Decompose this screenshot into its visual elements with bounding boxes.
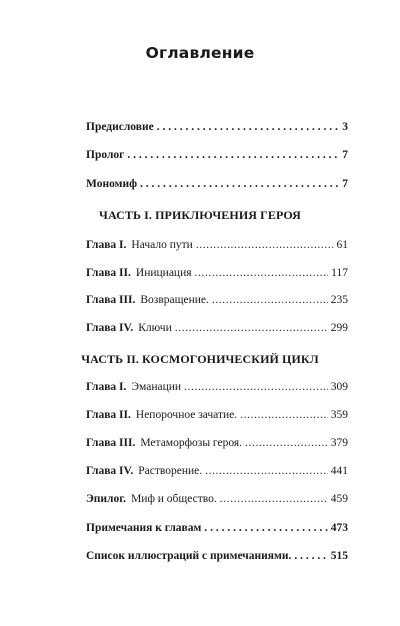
part-heading: ЧАСТЬ I. ПРИКЛЮЧЕНИЯ ГЕРОЯ xyxy=(99,208,301,222)
page-title: Оглавление xyxy=(145,44,255,62)
toc-entry-title: Список иллюстраций с примечаниями. xyxy=(86,550,292,562)
toc-chapter-entry[interactable] xyxy=(86,266,348,280)
dot-leader xyxy=(140,177,339,191)
toc-page-number: 7 xyxy=(342,149,348,161)
toc-chapter-entry[interactable] xyxy=(86,436,348,450)
toc-page-number: 441 xyxy=(330,465,348,477)
dot-leader xyxy=(157,120,340,134)
toc-entry-prologue[interactable] xyxy=(86,148,348,162)
dot-leader xyxy=(196,238,334,252)
toc-chapter-entry[interactable] xyxy=(86,464,348,478)
toc-page-number: 359 xyxy=(330,409,348,421)
chapter-label: Глава IV. xyxy=(86,322,134,334)
dot-leader xyxy=(205,464,328,478)
chapter-title: Ключи xyxy=(138,322,172,334)
dot-leader xyxy=(294,549,327,563)
toc-entry-title: Предисловие xyxy=(86,121,154,133)
chapter-title: Миф и общество. xyxy=(131,493,217,505)
chapter-label: Глава II. xyxy=(86,409,131,421)
dot-leader xyxy=(184,380,328,394)
toc-page-number: 7 xyxy=(342,178,348,190)
toc-entry-preface[interactable] xyxy=(86,120,348,134)
dot-leader xyxy=(175,321,328,335)
chapter-label: Глава III. xyxy=(86,437,136,449)
dot-leader xyxy=(204,521,327,535)
toc-page-number: 515 xyxy=(330,550,348,562)
chapter-label: Глава I. xyxy=(86,239,127,251)
toc-page-number: 235 xyxy=(330,294,348,306)
dot-leader xyxy=(127,148,339,162)
toc-epilogue-entry[interactable] xyxy=(86,492,348,506)
toc-entry-illustrations[interactable] xyxy=(86,549,348,563)
dot-leader xyxy=(245,436,328,450)
toc-page-number: 379 xyxy=(330,437,348,449)
chapter-label: Глава IV. xyxy=(86,465,134,477)
toc-entry-title: Пролог xyxy=(86,149,125,161)
dot-leader xyxy=(212,293,328,307)
toc-chapter-entry[interactable] xyxy=(86,238,348,252)
toc-page-number: 61 xyxy=(336,239,348,251)
toc-entry-notes[interactable] xyxy=(86,521,348,535)
toc-chapter-entry[interactable] xyxy=(86,293,348,307)
toc-chapter-entry[interactable] xyxy=(86,380,348,394)
chapter-title: Начало пути xyxy=(131,239,193,251)
toc-page-number: 309 xyxy=(330,381,348,393)
toc-page-number: 117 xyxy=(331,267,348,279)
toc-chapter-entry[interactable] xyxy=(86,408,348,422)
dot-leader xyxy=(240,408,328,422)
toc-page-number: 3 xyxy=(342,121,348,133)
dot-leader xyxy=(195,266,329,280)
toc-page-number: 459 xyxy=(330,493,348,505)
toc-page-number: 299 xyxy=(330,322,348,334)
dot-leader xyxy=(220,492,328,506)
chapter-title: Эманации xyxy=(131,381,182,393)
toc-entry-monomyth[interactable] xyxy=(86,177,348,191)
chapter-title: Инициация xyxy=(135,267,192,279)
toc-page-number: 473 xyxy=(330,522,348,534)
part-heading: ЧАСТЬ II. КОСМОГОНИЧЕСКИЙ ЦИКЛ xyxy=(81,352,319,366)
chapter-title: Возвращение. xyxy=(140,294,209,306)
chapter-label: Глава III. xyxy=(86,294,136,306)
chapter-label: Эпилог. xyxy=(86,493,127,505)
chapter-label: Глава I. xyxy=(86,381,127,393)
chapter-title: Непорочное зачатие. xyxy=(135,409,238,421)
toc-chapter-entry[interactable] xyxy=(86,321,348,335)
chapter-title: Растворение. xyxy=(138,465,203,477)
chapter-label: Глава II. xyxy=(86,267,131,279)
toc-entry-title: Примечания к главам xyxy=(86,522,202,534)
toc-entry-title: Мономиф xyxy=(86,178,138,190)
chapter-title: Метаморфозы героя. xyxy=(140,437,243,449)
